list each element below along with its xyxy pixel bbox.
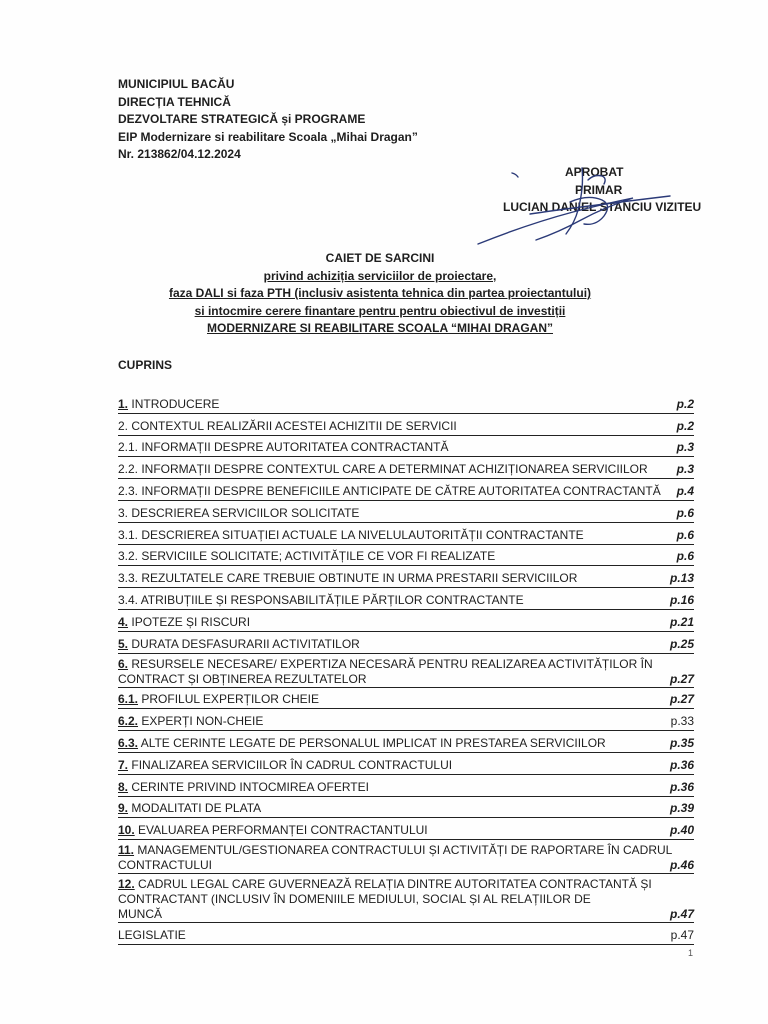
toc-entry[interactable] xyxy=(118,610,694,632)
institution-header xyxy=(118,76,418,164)
toc-entry-number: 6.3. xyxy=(118,735,139,750)
toc-entry-page: p.27 xyxy=(669,671,694,686)
page-number: 1 xyxy=(688,948,694,958)
toc-entry-title: 3.4. ATRIBUȚIILE ȘI RESPONSABILITĂȚILE PĂRȚILOR CONTRACTANTE xyxy=(118,592,524,607)
toc-entry-title: RESURSELE NECESARE/ EXPERTIZA NECESARĂ PENTRU REALIZAREA ACTIVITĂȚILOR ÎN xyxy=(131,656,653,671)
toc-entry-page: p.47 xyxy=(669,907,694,922)
toc-entry-page: p.36 xyxy=(669,779,694,794)
toc-entry-page: p.21 xyxy=(669,614,694,629)
toc-entry-number: 1. xyxy=(118,396,129,411)
toc-entry-page: p.4 xyxy=(676,483,694,498)
document-title-block xyxy=(100,250,660,338)
toc-entry-page: p.6 xyxy=(676,549,694,564)
toc-entry[interactable] xyxy=(118,436,694,458)
toc-entry-page: p.6 xyxy=(676,527,694,542)
toc-entry-page: p.16 xyxy=(669,592,694,607)
toc-entry-page: p.40 xyxy=(669,823,694,838)
toc-entry[interactable] xyxy=(118,874,694,923)
toc-entry-page: p.25 xyxy=(669,636,694,651)
toc-entry-title: CERINTE PRIVIND INTOCMIREA OFERTEI xyxy=(131,779,369,794)
toc-entry-number: 10. xyxy=(118,823,135,838)
toc-entry-title: EXPERȚI NON-CHEIE xyxy=(141,714,264,729)
toc-entry-page: p.13 xyxy=(669,571,694,586)
toc-entry-page: p.47 xyxy=(670,927,694,942)
toc-entry-page: p.46 xyxy=(669,858,694,873)
toc-entry[interactable] xyxy=(118,479,694,501)
toc-entry-title: MODALITATI DE PLATA xyxy=(131,801,262,816)
approval-name: LUCIAN DANIEL STANCIU VIZITEU xyxy=(503,200,702,214)
toc-entry-number: 12. xyxy=(118,877,135,892)
header-line-project: EIP Modernizare si reabilitare Scoala „Mihai Dragan” xyxy=(118,129,418,144)
toc-entry-title: 2.3. INFORMAȚII DESPRE BENEFICIILE ANTICIPATE DE CĂTRE AUTORITATEA CONTRACTANTĂ xyxy=(118,483,661,498)
toc-heading: CUPRINS xyxy=(118,358,173,372)
toc-entry-title: PROFILUL EXPERȚILOR CHEIE xyxy=(141,692,319,707)
toc-entry-number: 6.1. xyxy=(118,692,139,707)
toc-entry-number: 9. xyxy=(118,801,129,816)
toc-entry[interactable] xyxy=(118,654,694,688)
toc-entry-number: 8. xyxy=(118,779,129,794)
header-line-direction: DIRECȚIA TEHNICĂ xyxy=(118,94,231,109)
toc-entry[interactable] xyxy=(118,688,694,710)
toc-entry[interactable] xyxy=(118,818,694,840)
toc-entry-title: 3.2. SERVICIILE SOLICITATE; ACTIVITĂȚILE CE VOR FI REALIZATE xyxy=(118,549,496,564)
toc-entry-title-continued: CONTRACTANT (INCLUSIV ÎN DOMENIILE MEDIULUI, SOCIAL ȘI AL RELAȚIILOR DE xyxy=(118,892,591,907)
toc-entry[interactable] xyxy=(118,840,694,874)
toc-entry[interactable] xyxy=(118,775,694,797)
toc-entry-page: p.3 xyxy=(676,440,694,455)
header-line-department: DEZVOLTARE STRATEGICĂ și PROGRAME xyxy=(118,112,366,126)
toc-entry-title: 3.1. DESCRIEREA SITUAȚIEI ACTUALE LA NIVELULAUTORITĂȚII CONTRACTANTE xyxy=(118,527,584,542)
toc-entry-title: DURATA DESFASURARII ACTIVITATILOR xyxy=(131,636,360,651)
toc-entry-page: p.39 xyxy=(669,801,694,816)
toc-entry-page: p.2 xyxy=(676,396,694,411)
toc-entry[interactable] xyxy=(118,632,694,654)
approval-role: PRIMAR xyxy=(575,182,623,197)
toc-entry[interactable] xyxy=(118,392,694,414)
toc-entry-title: 2.1. INFORMAȚII DESPRE AUTORITATEA CONTRACTANTĂ xyxy=(118,440,449,455)
header-line-registration-number: Nr. 213862/04.12.2024 xyxy=(118,147,241,161)
toc-entry[interactable] xyxy=(118,709,694,731)
toc-entry-number: 5. xyxy=(118,636,129,651)
toc-entry-title: 2.2. INFORMAȚII DESPRE CONTEXTUL CARE A DETERMINAT ACHIZIȚIONAREA SERVICIILOR xyxy=(118,462,648,477)
toc-entry[interactable] xyxy=(118,457,694,479)
toc-entry-page: p.3 xyxy=(676,462,694,477)
toc-entry-title: CADRUL LEGAL CARE GUVERNEAZĂ RELAȚIA DINTRE AUTORITATEA CONTRACTANTĂ ȘI xyxy=(138,877,652,892)
toc-entry-title: 3. DESCRIEREA SERVICIILOR SOLICITATE xyxy=(118,505,360,520)
toc-entry-title-continued: CONTRACTULUI xyxy=(118,858,213,873)
toc-entry-title: MANAGEMENTUL/GESTIONAREA CONTRACTULUI ȘI ACTIVITĂȚI DE RAPORTARE ÎN CADRUL xyxy=(137,843,673,858)
toc-entry-title: FINALIZAREA SERVICIILOR ÎN CADRUL CONTRACTULUI xyxy=(131,757,453,772)
toc-entry-number: 7. xyxy=(118,757,129,772)
header-line-municipality: MUNICIPIUL BACĂU xyxy=(118,77,235,91)
toc-entry[interactable] xyxy=(118,523,694,545)
toc-entry-page: p.35 xyxy=(669,735,694,750)
title-objective-line: MODERNIZARE SI REABILITARE SCOALA “MIHAI DRAGAN” xyxy=(207,321,553,335)
handwritten-signature xyxy=(470,162,700,248)
toc-entry[interactable] xyxy=(118,797,694,819)
toc-entry[interactable] xyxy=(118,731,694,753)
toc-entry[interactable] xyxy=(118,545,694,567)
toc-entry-title: INTRODUCERE xyxy=(131,396,220,411)
toc-entry-page: p.36 xyxy=(669,757,694,772)
toc-entry-title-continued: MUNCĂ xyxy=(118,907,162,922)
toc-entry-number: 6.2. xyxy=(118,714,139,729)
approval-status: APROBAT xyxy=(565,165,624,179)
toc-entry-page: p.33 xyxy=(670,714,694,729)
title-phase-line: faza DALI si faza PTH (inclusiv asistenta tehnica din partea proiectantului) xyxy=(168,286,592,300)
toc-entry[interactable] xyxy=(118,588,694,610)
toc-entry[interactable] xyxy=(118,753,694,775)
toc-entry-title: IPOTEZE ȘI RISCURI xyxy=(131,614,251,629)
toc-entry-page: p.6 xyxy=(676,505,694,520)
toc-entry-title: 2. CONTEXTUL REALIZĂRII ACESTEI ACHIZITII DE SERVICII xyxy=(118,418,457,433)
toc-entry[interactable] xyxy=(118,923,694,945)
toc-entry-number: 11. xyxy=(118,843,135,858)
toc-entry-page: p.2 xyxy=(676,418,694,433)
toc-entry[interactable] xyxy=(118,414,694,436)
toc-entry-title: EVALUAREA PERFORMANȚEI CONTRACTANTULUI xyxy=(138,823,428,838)
document-title: CAIET DE SARCINI xyxy=(325,251,435,265)
toc-entry-number: 4. xyxy=(118,614,129,629)
toc-entry-title: 3.3. REZULTATELE CARE TREBUIE OBTINUTE IN URMA PRESTARII SERVICIILOR xyxy=(118,571,578,586)
toc-entry[interactable] xyxy=(118,566,694,588)
toc-entry-title-continued: CONTRACT ȘI OBȚINEREA REZULTATELOR xyxy=(118,671,367,686)
toc-entry-title: LEGISLATIE xyxy=(118,927,186,942)
title-funding-line: si intocmire cerere finantare pentru pentru obiectivul de investiții xyxy=(194,303,566,318)
toc-entry-title: ALTE CERINTE LEGATE DE PERSONALUL IMPLICAT IN PRESTAREA SERVICIILOR xyxy=(140,735,606,750)
toc-entry[interactable] xyxy=(118,501,694,523)
title-subject-line: privind achiziția serviciilor de proiectare, xyxy=(263,268,497,283)
toc-entry-page: p.27 xyxy=(669,692,694,707)
toc-entry-number: 6. xyxy=(118,656,129,671)
table-of-contents xyxy=(118,392,694,945)
